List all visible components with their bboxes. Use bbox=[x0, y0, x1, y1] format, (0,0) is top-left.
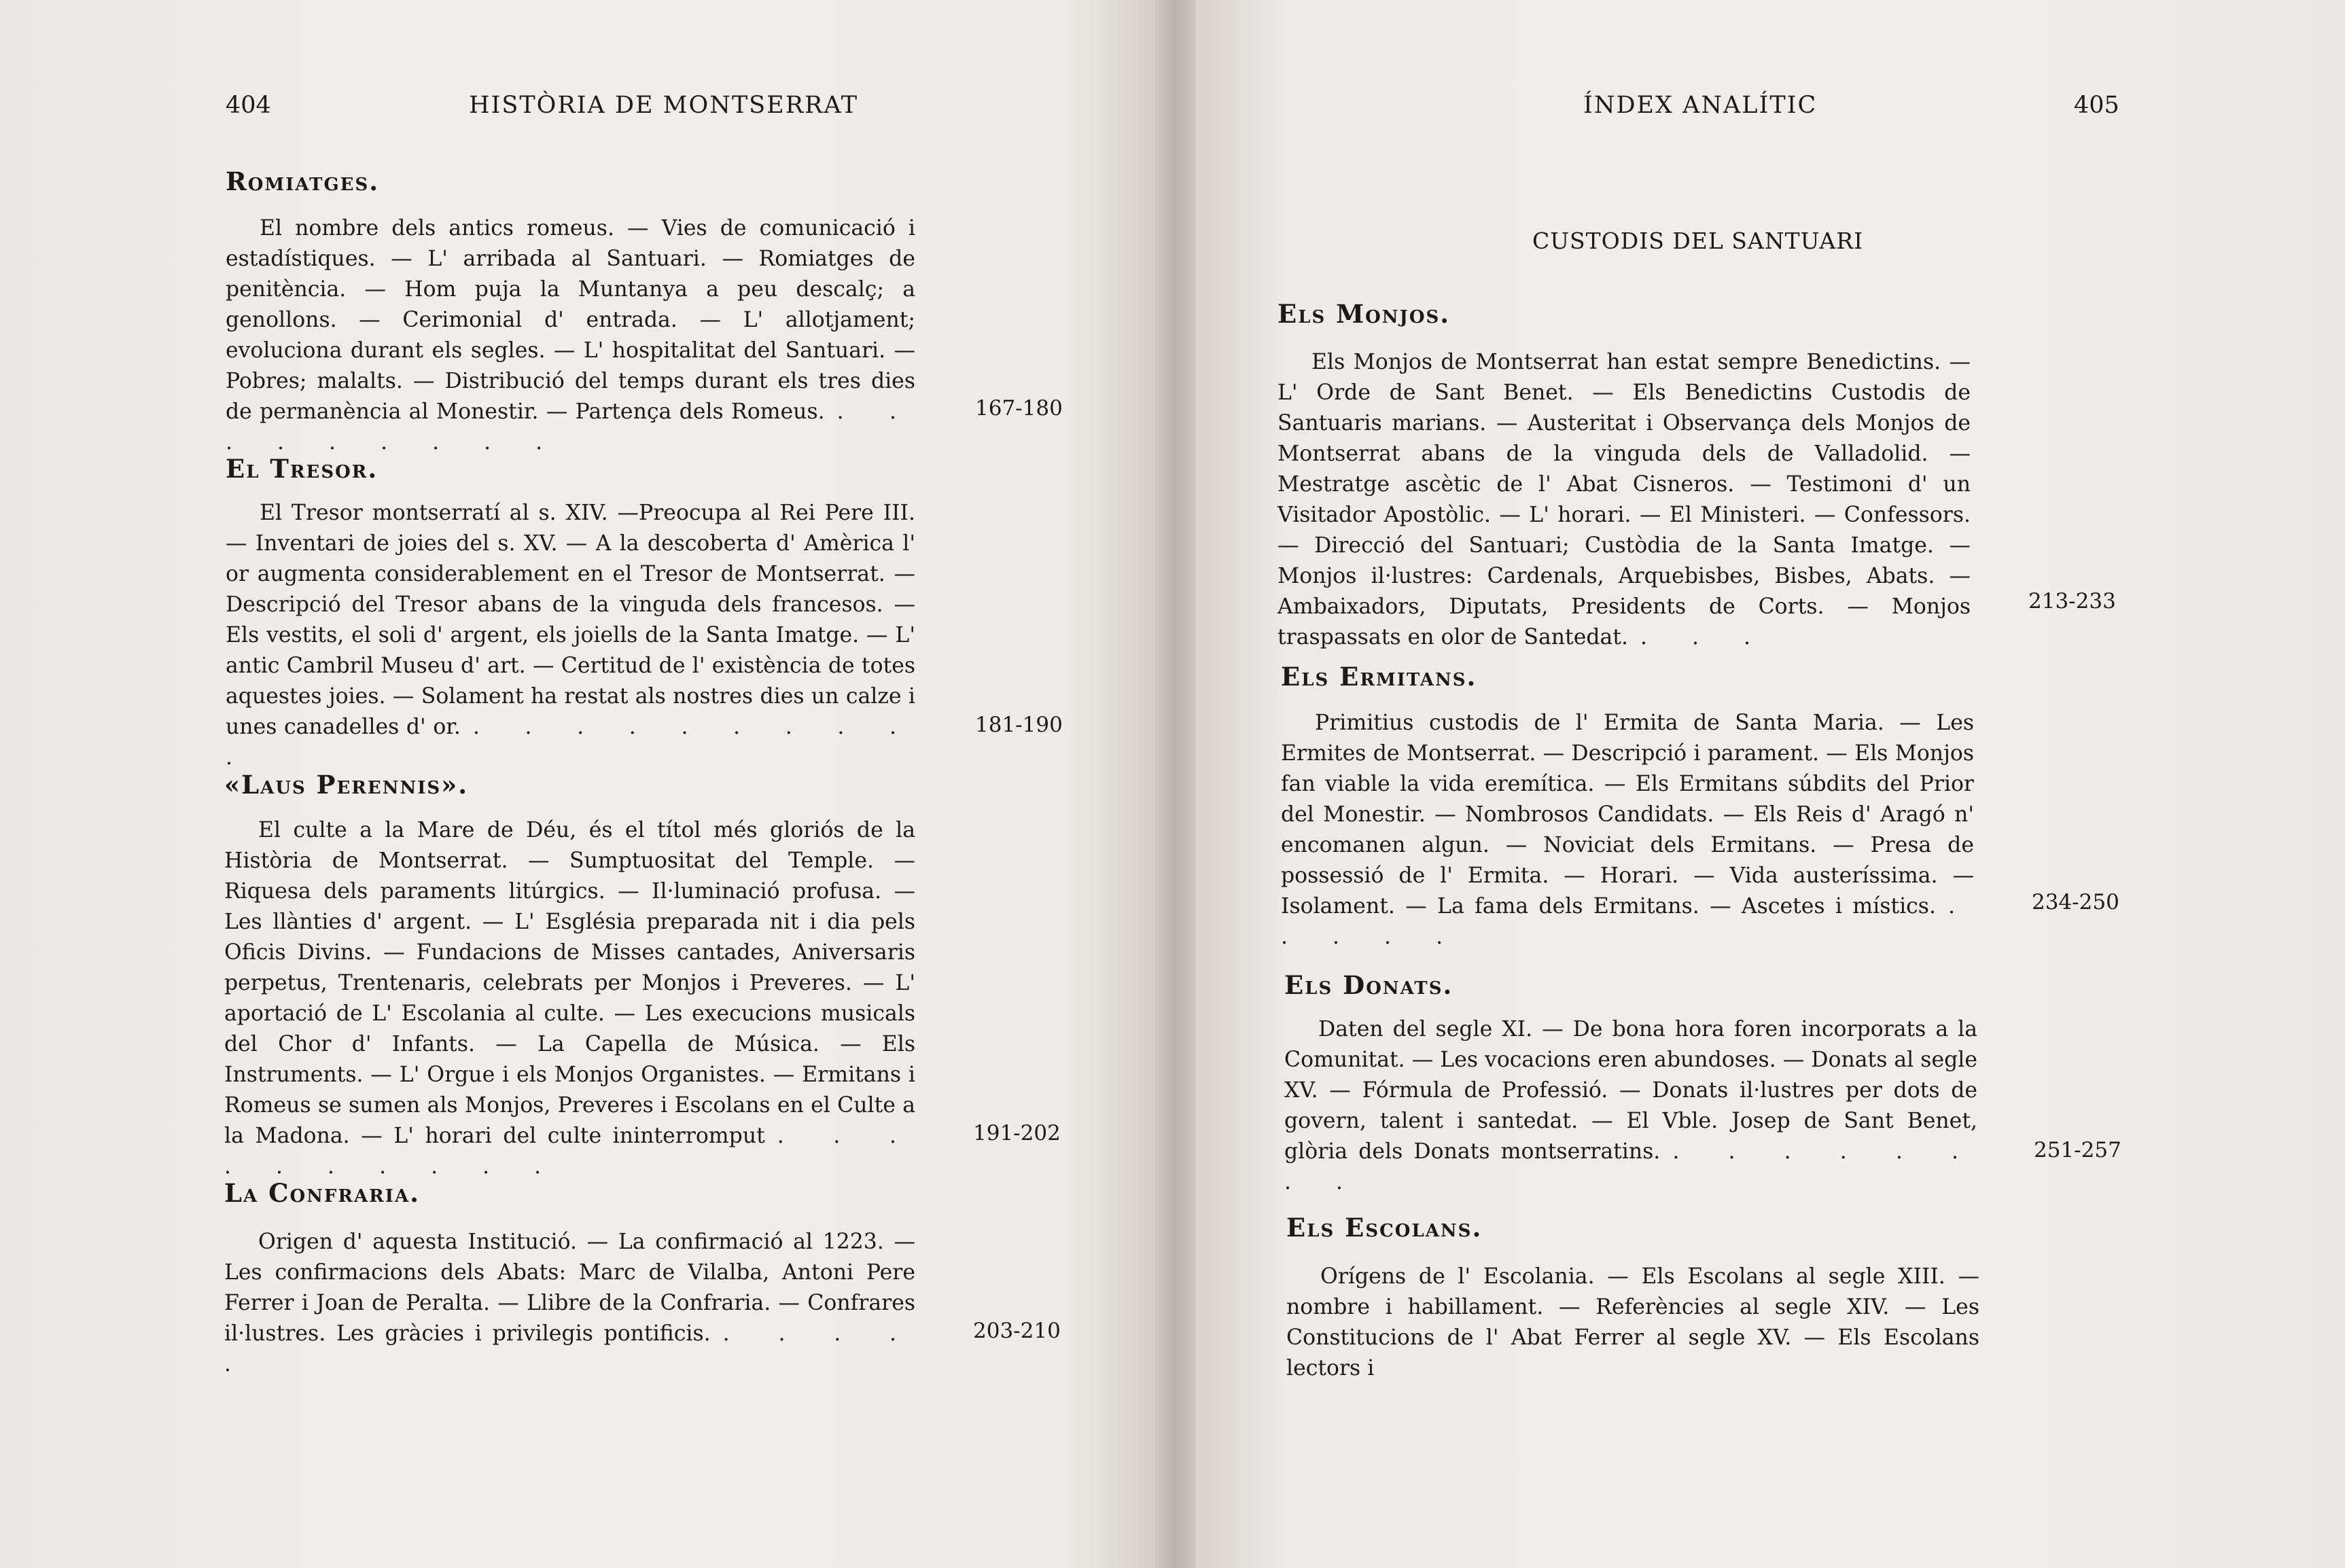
entry-text: Els Monjos de Montserrat han estat sempre Benedictins. — L' Orde de Sant Benet. — Els Benedictins Custodis de Santuaris marians. — Austeritat i Observança dels Monjos de Montserrat abans de la vinguda dels de Valladolid. — Mestratge ascètic de l' Abat Cisneros. — Testimoni d' un Visitador Apostòlic. — L' horari. — El Ministeri. — Confessors. — Direcció del Santuari; Custòdia de la Santa Imatge. — Monjos il·lustres: Cardenals, Arquebisbes, Bisbes, Abats. — Ambaixadors, Diputats, Presidents de Corts. — Monjos traspassats en olor de Santedat. bbox=[1277, 350, 1971, 649]
section-heading-confraria: La Confraria. bbox=[224, 1178, 420, 1208]
entry-monjos: Els Monjos de Montserrat han estat sempre Benedictins. — L' Orde de Sant Benet. — Els Benedictins Custodis de Santuaris marians. — Austeritat i Observança dels Monjos de Montserrat abans de la vinguda dels de Valladolid. — Mestratge ascètic de l' Abat Cisneros. — Testimoni d' un Visitador Apostòlic. — L' horari. — El Ministeri. — Confessors. — Direcció del Santuari; Custòdia de la Santa Imatge. — Monjos il·lustres: Cardenals, Arquebisbes, Bisbes, Abats. — Ambaixadors, Diputats, Presidents de Corts. — Monjos traspassats en olor de Santedat. . . . bbox=[1277, 350, 1971, 649]
entry-text: El Tresor montserratí al s. XIV. —Preocupa al Rei Pere III. — Inventari de joies del s. XV. — A la descoberta d' Amèrica l' or augmenta considerablement en el Tresor de Montserrat. — Descripció del Tresor abans de la vinguda dels francesos. — Els vestits, el soli d' argent, els joiells de la Santa Imatge. — L' antic Cambril Museu d' art. — Certitud de l' existència de totes aquestes joies. — Solament ha restat als nostres dies un calze i unes canadelles d' or. bbox=[226, 501, 915, 739]
part-title: CUSTODIS DEL SANTUARI bbox=[1532, 228, 1864, 254]
entry-text: Origen d' aquesta Institució. — La confirmació al 1223. — Les confirmacions dels Abats: Marc de Vilalba, Antoni Pere Ferrer i Joan de Peralta. — Llibre de la Confraria. — Confrares il·lustres. Les gràcies i privilegis pontificis. bbox=[224, 1230, 915, 1346]
page-range: 191-202 bbox=[973, 1121, 1061, 1145]
section-heading-ermitans: Els Ermitans. bbox=[1281, 662, 1477, 692]
page-range: 251-257 bbox=[2034, 1138, 2121, 1162]
entry-text: El nombre dels antics romeus. — Vies de comunicació i estadístiques. — L' arribada al Santuari. — Romiatges de penitència. — Hom puja la Muntanya a peu descalç; a genollons. — Cerimonial d' entrada. — L' allotjament; evoluciona durant els segles. — L' hospitalitat del Santuari. — Pobres; malalts. — Distribució del temps durant els tres dies de permanència al Monestir. — Partença dels Romeus. bbox=[226, 216, 915, 424]
entry-ermitans: Primitius custodis de l' Ermita de Santa Maria. — Les Ermites de Montserrat. — Descripció i parament. — Els Monjos fan viable la vida eremítica. — Els Ermitans súbdits del Prior del Monestir. — Nombrosos Candidats. — Els Reis d' Aragó n' encomanen algun. — Noviciat dels Ermitans. — Presa de possessió de l' Ermita. — Horari. — Vida austeríssima. — Isolament. — La fama dels Ermitans. — Ascetes i místics. . . . . . bbox=[1281, 711, 1974, 949]
left-running-head: HISTÒRIA DE MONTSERRAT bbox=[469, 92, 859, 119]
section-heading-escolans: Els Escolans. bbox=[1286, 1213, 1483, 1243]
page-range: 234-250 bbox=[2032, 890, 2119, 914]
entry-text: Orígens de l' Escolania. — Els Escolans al segle XIII. — nombre i habillament. — Referències al segle XIV. — Les Constitucions de l' Abat Ferrer al segle XV. — Els Escolans lectors i bbox=[1286, 1264, 1979, 1380]
section-heading-tresor: El Tresor. bbox=[226, 454, 378, 484]
entry-donats: Daten del segle XI. — De bona hora foren incorporats a la Comunitat. — Les vocacions eren abundoses. — Donats al segle XV. — Fórmula de Professió. — Donats il·lustres per dots de govern, talent i santedat. — El Vble. Josep de Sant Benet, glòria dels Donats montserratins. . . . . . . . . bbox=[1284, 1017, 1977, 1194]
left-page-number: 404 bbox=[226, 92, 271, 119]
page-range: 167-180 bbox=[975, 396, 1063, 421]
entry-laus-perennis: El culte a la Mare de Déu, és el títol més gloriós de la Història de Montserrat. — Sumptuositat del Temple. — Riquesa dels paraments litúrgics. — Il·luminació profusa. — Les llànties d' argent. — L' Església preparada nit i dia pels Oficis Divins. — Fundacions de Misses cantades, Aniversaris perpetus, Trentenaris, celebrats per Monjos i Preveres. — L' aportació de L' Escolania al culte. — Les execucions musicals del Chor d' Infants. — La Capella de Música. — Els Instruments. — L' Orgue i els Monjos Organistes. — Ermitans i Romeus se sumen als Monjos, Preveres i Escolans en el Culte a la Madona. — L' horari del culte ininterromput . . . . . . . . . . bbox=[224, 818, 915, 1179]
entry-text: Primitius custodis de l' Ermita de Santa Maria. — Les Ermites de Montserrat. — Descripció i parament. — Els Monjos fan viable la vida eremítica. — Els Ermitans súbdits del Prior del Monestir. — Nombrosos Candidats. — Els Reis d' Aragó n' encomanen algun. — Noviciat dels Ermitans. — Presa de possessió de l' Ermita. — Horari. — Vida austeríssima. — Isolament. — La fama dels Ermitans. — Ascetes i místics. bbox=[1281, 711, 1974, 919]
section-heading-laus-perennis: «Laus Perennis». bbox=[224, 770, 469, 800]
entry-text: El culte a la Mare de Déu, és el títol més gloriós de la Història de Montserrat. — Sumptuositat del Temple. — Riquesa dels paraments litúrgics. — Il·luminació profusa. — Les llànties d' argent. — L' Església preparada nit i dia pels Oficis Divins. — Fundacions de Misses cantades, Aniversaris perpetus, Trentenaris, celebrats per Monjos i Preveres. — L' aportació de L' Escolania al culte. — Les execucions musicals del Chor d' Infants. — La Capella de Música. — Els Instruments. — L' Orgue i els Monjos Organistes. — Ermitans i Romeus se sumen als Monjos, Preveres i Escolans en el Culte a la Madona. — L' horari del culte ininterromput bbox=[224, 818, 915, 1148]
page-range: 203-210 bbox=[973, 1319, 1061, 1343]
entry-text: Daten del segle XI. — De bona hora foren incorporats a la Comunitat. — Les vocacions eren abundoses. — Donats al segle XV. — Fórmula de Professió. — Donats il·lustres per dots de govern, talent i santedat. — El Vble. Josep de Sant Benet, glòria dels Donats montserratins. bbox=[1284, 1017, 1977, 1164]
page-range: 213-233 bbox=[2028, 589, 2116, 613]
book-gutter bbox=[1155, 0, 1196, 1568]
right-running-head: ÍNDEX ANALÍTIC bbox=[1583, 92, 1818, 119]
entry-escolans bbox=[1286, 1262, 1979, 1384]
entry-confraria: Origen d' aquesta Institució. — La confirmació al 1223. — Les confirmacions dels Abats: Marc de Vilalba, Antoni Pere Ferrer i Joan de Peralta. — Llibre de la Confraria. — Confrares il·lustres. Les gràcies i privilegis pontificis. . . . . . bbox=[224, 1230, 915, 1376]
section-heading-monjos: Els Monjos. bbox=[1277, 299, 1451, 329]
right-page-number: 405 bbox=[2074, 92, 2119, 119]
section-heading-romiatges: Romiatges. bbox=[226, 166, 380, 196]
entry-tresor: El Tresor montserratí al s. XIV. —Preocupa al Rei Pere III. — Inventari de joies del s. XV. — A la descoberta d' Amèrica l' or augmenta considerablement en el Tresor de Montserrat. — Descripció del Tresor abans de la vinguda dels francesos. — Els vestits, el soli d' argent, els joiells de la Santa Imatge. — L' antic Cambril Museu d' art. — Certitud de l' existència de totes aquestes joies. — Solament ha restat als nostres dies un calze i unes canadelles d' or. . . . . . . . . . . bbox=[226, 501, 915, 770]
section-heading-donats: Els Donats. bbox=[1284, 970, 1453, 1000]
entry-romiatges: El nombre dels antics romeus. — Vies de comunicació i estadístiques. — L' arribada al Santuari. — Romiatges de penitència. — Hom puja la Muntanya a peu descalç; a genollons. — Cerimonial d' entrada. — L' allotjament; evoluciona durant els segles. — L' hospitalitat del Santuari. — Pobres; malalts. — Distribució del temps durant els tres dies de permanència al Monestir. — Partença dels Romeus. . . . . . . . . . bbox=[226, 216, 915, 455]
page-range: 181-190 bbox=[975, 713, 1063, 737]
